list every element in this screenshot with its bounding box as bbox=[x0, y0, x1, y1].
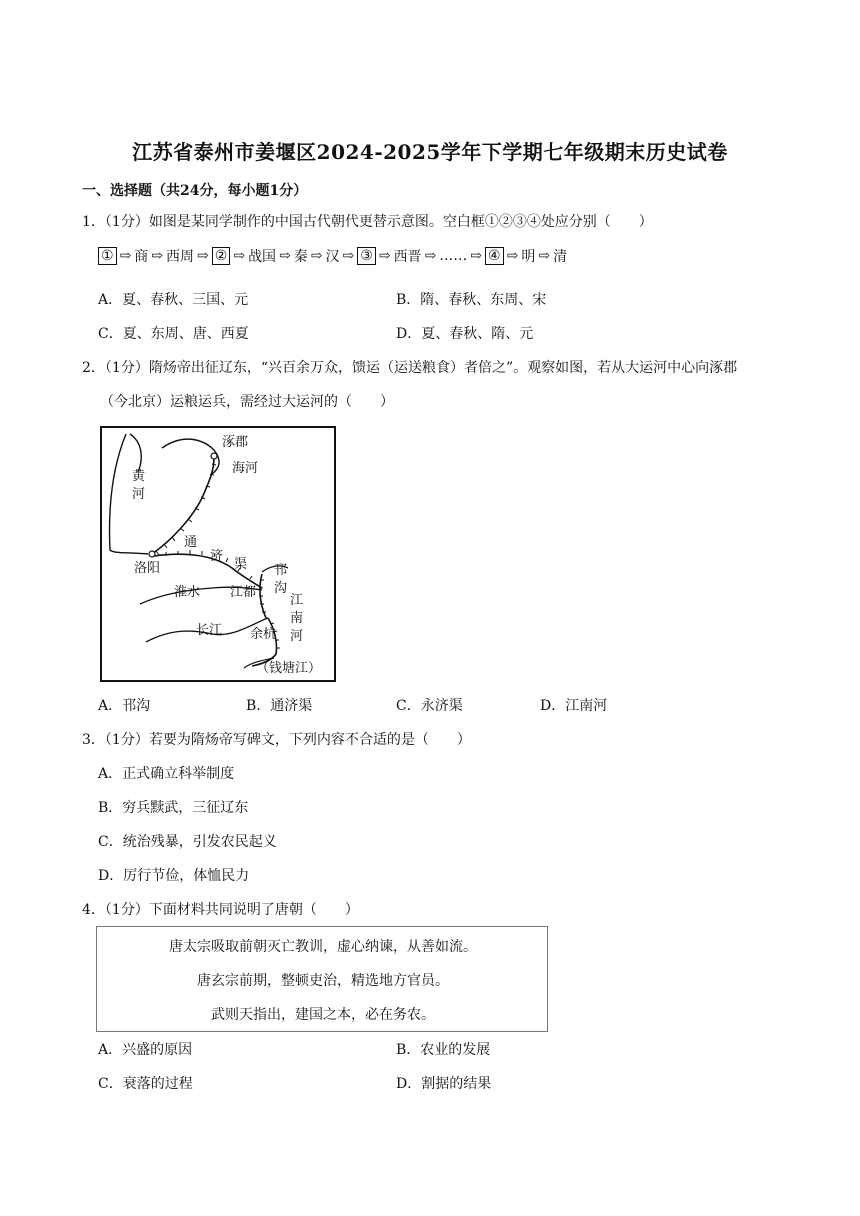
label-jiangnanhe-3: 河 bbox=[290, 629, 304, 644]
label-huanghe-1: 黄 bbox=[132, 469, 146, 484]
arrow-right-icon: ⇨ bbox=[378, 248, 391, 264]
material-line: 唐玄宗前期，整顿吏治，精选地方官员。 bbox=[197, 973, 449, 989]
label-huanghe-2: 河 bbox=[132, 487, 146, 502]
label-qiantangjiang: （钱塘江） bbox=[256, 661, 322, 676]
chain-box-3: ③ bbox=[357, 247, 376, 265]
q4-option-c[interactable]: C．衰落的过程 bbox=[98, 1076, 193, 1092]
label-haihe: 海河 bbox=[232, 461, 259, 476]
q3-option-a[interactable]: A．正式确立科举制度 bbox=[98, 766, 235, 782]
question-3-stem: 3．（1分）若要为隋炀帝写碑文，下列内容不合适的是（ ） bbox=[82, 732, 471, 748]
label-jiangnanhe-1: 江 bbox=[290, 593, 304, 608]
label-tong: 通 bbox=[184, 535, 198, 550]
q1-option-a[interactable]: A．夏、春秋、三国、元 bbox=[98, 292, 249, 308]
label-ji: 济 bbox=[210, 549, 224, 564]
q1-option-d[interactable]: D．夏、春秋、隋、元 bbox=[396, 326, 534, 342]
chain-box-2: ② bbox=[212, 247, 231, 265]
label-changjiang: 长江 bbox=[196, 623, 223, 638]
chain-item: 汉 bbox=[325, 249, 340, 265]
section-heading: 一、选择题（共24分，每小题1分） bbox=[82, 183, 308, 199]
arrow-right-icon: ⇨ bbox=[233, 248, 246, 264]
chain-item: 秦 bbox=[293, 249, 308, 265]
arrow-right-icon: ⇨ bbox=[119, 248, 132, 264]
label-huaishui: 淮水 bbox=[174, 585, 201, 600]
grand-canal-map bbox=[100, 426, 336, 682]
chain-item: 战国 bbox=[248, 249, 277, 265]
question-2-stem-line2: （今北京）运粮运兵，需经过大运河的（ ） bbox=[100, 394, 394, 410]
material-line: 唐太宗吸取前朝灭亡教训，虚心纳谏，从善如流。 bbox=[169, 939, 477, 955]
arrow-right-icon: ⇨ bbox=[506, 248, 519, 264]
label-qu: 渠 bbox=[234, 557, 248, 572]
page-title: 江苏省泰州市姜堰区2024-2025学年下学期七年级期末历史试卷 bbox=[132, 140, 728, 164]
chain-item: 西周 bbox=[166, 249, 195, 265]
chain-item: 明 bbox=[521, 249, 536, 265]
q2-option-b[interactable]: B．通济渠 bbox=[246, 698, 313, 714]
label-jiangnanhe-2: 南 bbox=[290, 611, 304, 626]
q1-option-c[interactable]: C．夏、东周、唐、西夏 bbox=[98, 326, 249, 342]
arrow-right-icon: ⇨ bbox=[470, 248, 483, 264]
chain-box-4: ④ bbox=[485, 247, 504, 265]
chain-ellipsis: …… bbox=[439, 248, 468, 264]
material-box bbox=[96, 926, 548, 1032]
arrow-right-icon: ⇨ bbox=[424, 248, 437, 264]
q2-option-c[interactable]: C．永济渠 bbox=[396, 698, 463, 714]
q4-option-a[interactable]: A．兴盛的原因 bbox=[98, 1042, 193, 1058]
q3-option-b[interactable]: B．穷兵黩武，三征辽东 bbox=[98, 800, 249, 816]
label-zhuojun: 涿郡 bbox=[222, 435, 249, 450]
q2-option-d[interactable]: D．江南河 bbox=[540, 698, 608, 714]
chain-item: 清 bbox=[553, 249, 568, 265]
material-line: 武则天指出，建国之本，必在务农。 bbox=[211, 1007, 435, 1023]
q4-option-b[interactable]: B．农业的发展 bbox=[396, 1042, 491, 1058]
label-jiangdu: 江都 bbox=[230, 585, 257, 600]
q3-option-c[interactable]: C．统治残暴，引发农民起义 bbox=[98, 834, 277, 850]
label-yuhang: 余杭 bbox=[250, 627, 277, 642]
arrow-right-icon: ⇨ bbox=[538, 248, 551, 264]
arrow-right-icon: ⇨ bbox=[310, 248, 323, 264]
arrow-right-icon: ⇨ bbox=[342, 248, 355, 264]
arrow-right-icon: ⇨ bbox=[279, 248, 291, 264]
q1-option-b[interactable]: B．隋、春秋、东周、宋 bbox=[396, 292, 547, 308]
q4-option-d[interactable]: D．割据的结果 bbox=[396, 1076, 492, 1092]
q2-option-a[interactable]: A．邗沟 bbox=[98, 698, 151, 714]
arrow-right-icon: ⇨ bbox=[151, 248, 164, 264]
chain-box-1: ① bbox=[98, 247, 117, 265]
label-luoyang: 洛阳 bbox=[134, 561, 161, 576]
arrow-right-icon: ⇨ bbox=[197, 248, 209, 264]
question-1-stem: 1．（1分）如图是某同学制作的中国古代朝代更替示意图。空白框①②③④处应分别（ ） bbox=[82, 214, 653, 230]
question-2-stem-line1: 2．（1分）隋炀帝出征辽东，“兴百余万众，馈运（运送粮食）者倍之”。观察如图，若从大运河中心向涿郡 bbox=[82, 360, 738, 376]
q3-option-d[interactable]: D．厉行节俭，体恤民力 bbox=[98, 868, 250, 884]
question-4-stem: 4．（1分）下面材料共同说明了唐朝（ ） bbox=[82, 902, 359, 918]
dynasty-chain bbox=[98, 246, 567, 266]
chain-item: 商 bbox=[134, 249, 149, 265]
label-hangou-2: 沟 bbox=[274, 581, 288, 596]
chain-item: 西晋 bbox=[393, 249, 422, 265]
label-hangou-1: 邗 bbox=[274, 563, 288, 578]
